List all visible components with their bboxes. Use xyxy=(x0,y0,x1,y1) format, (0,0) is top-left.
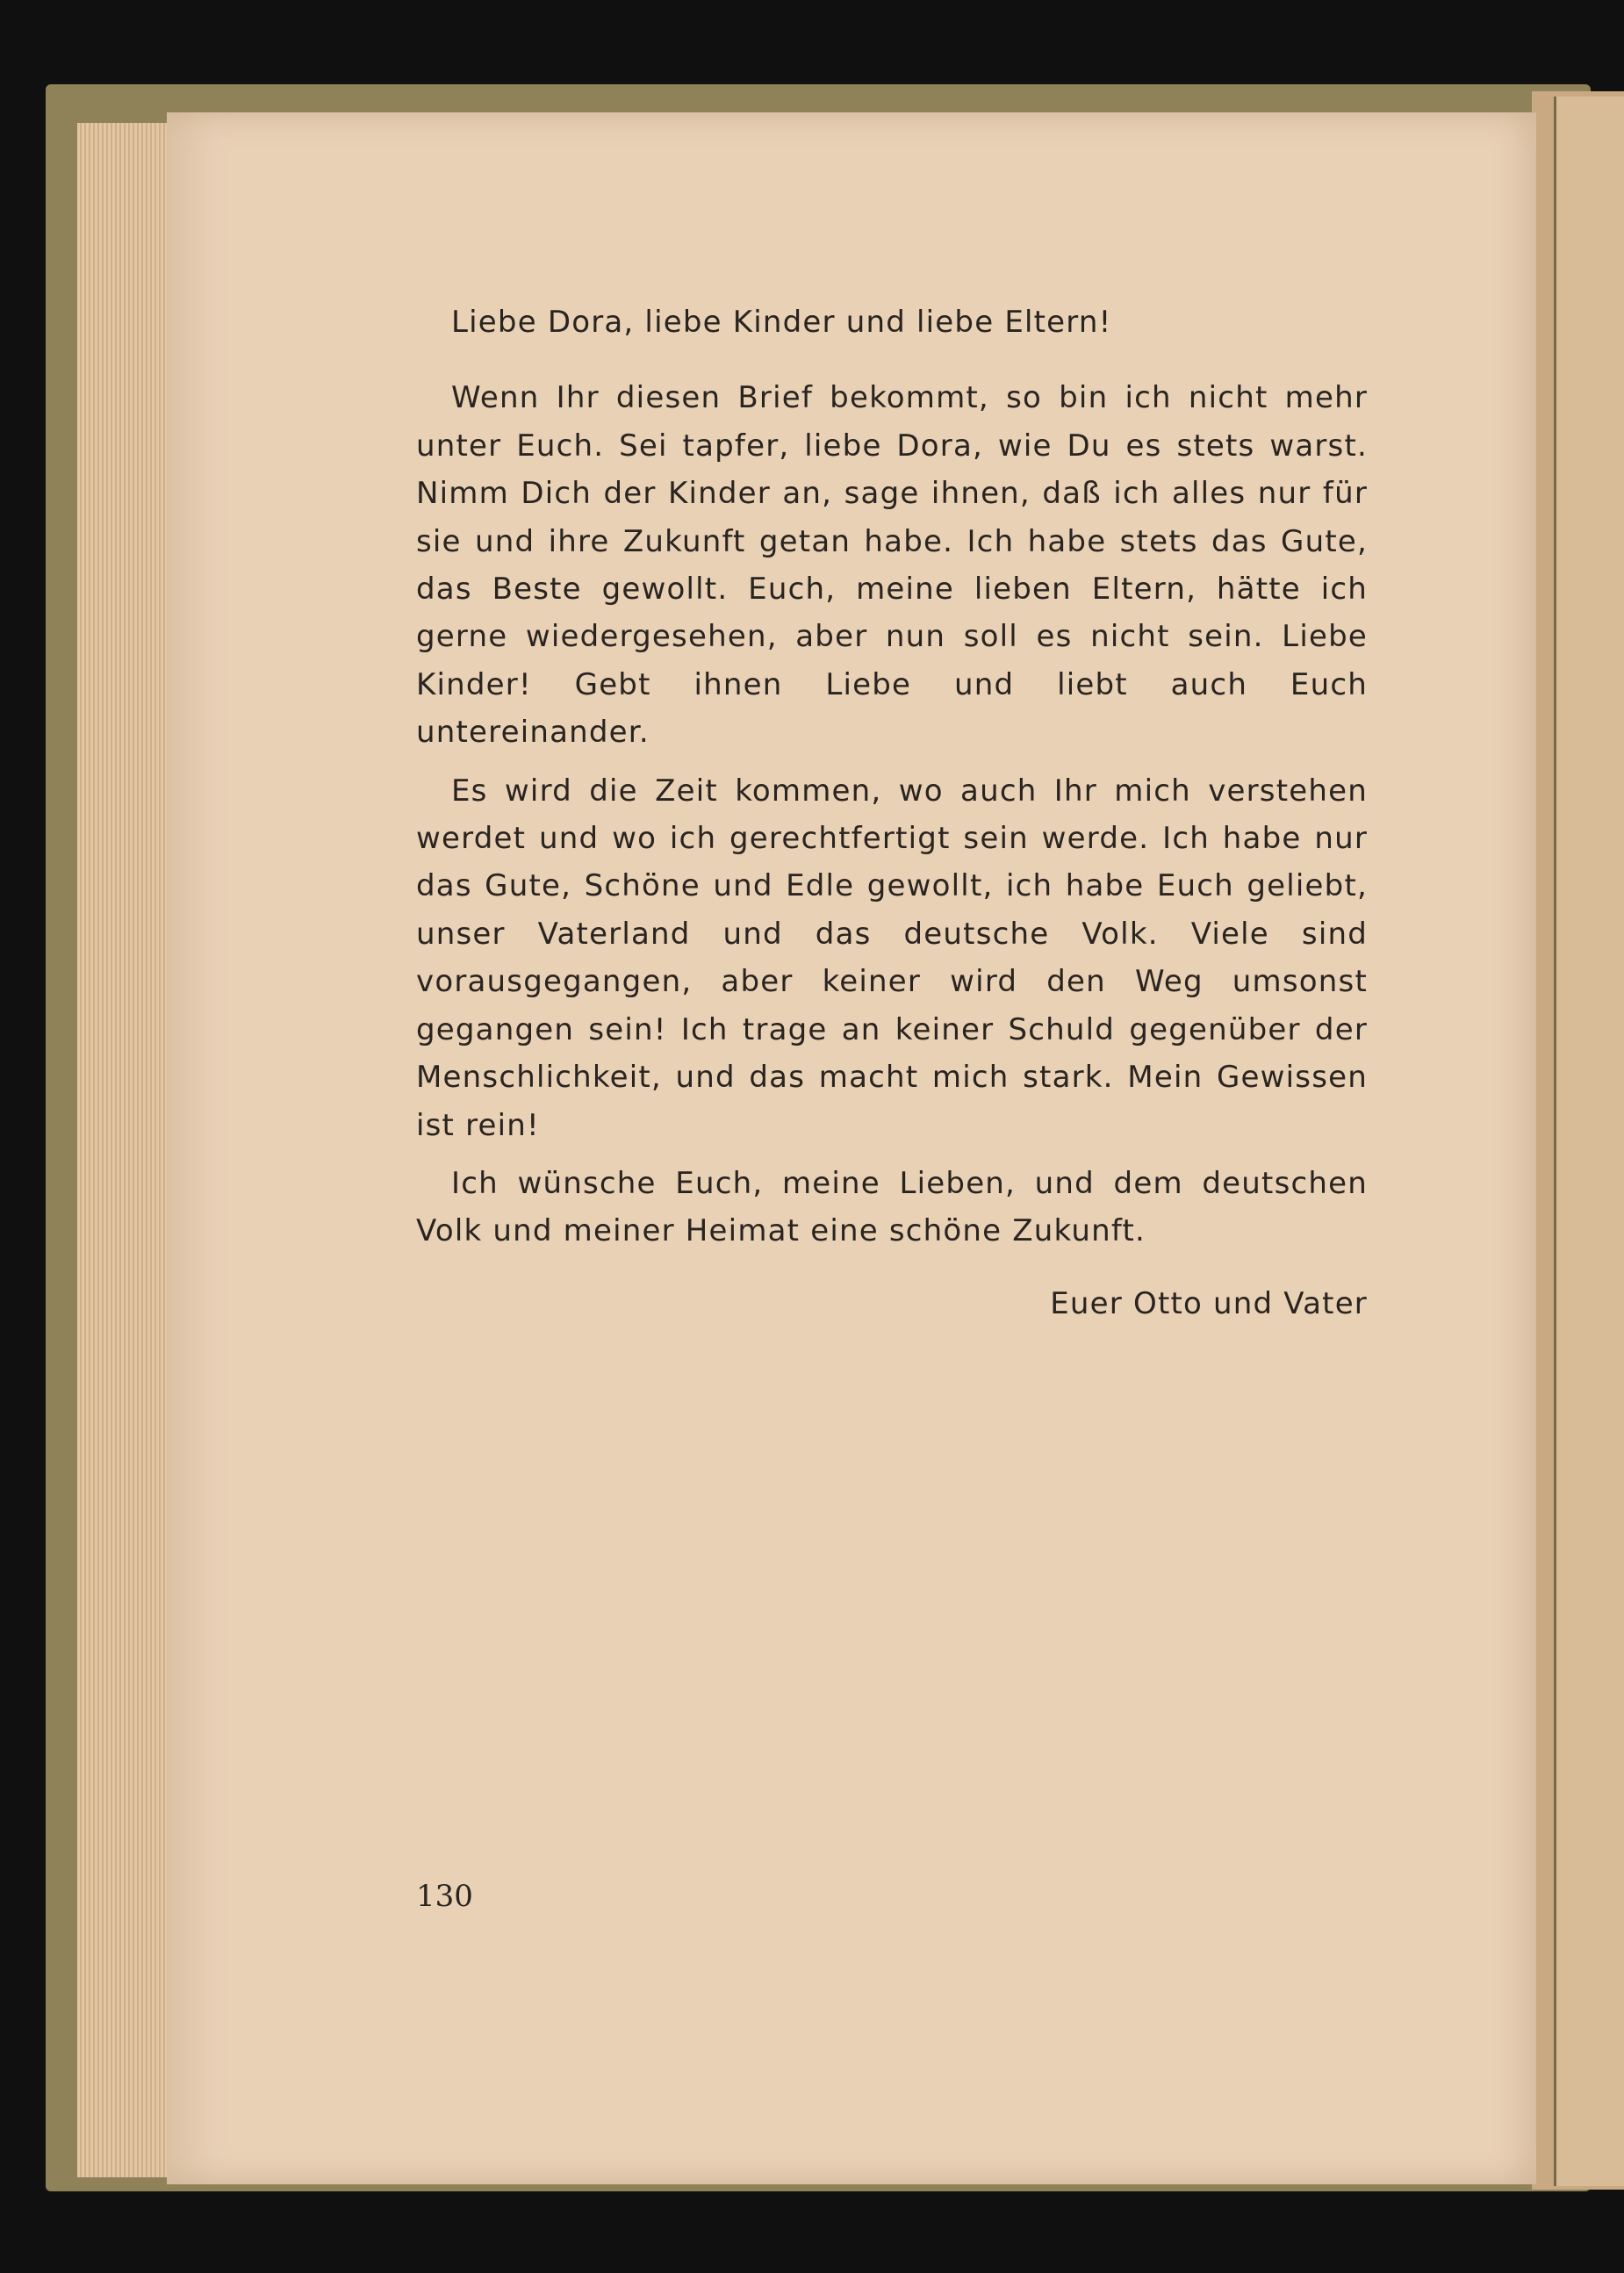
letter-paragraph: Wenn Ihr diesen Brief bekommt, so bin ich nicht mehr unter Euch. Sei tapfer, liebe Dora, wie Du es stets warst. Nimm Dich der Kinder an, sage ihnen, daß ich alles nur für sie und ihre Zukunft getan habe. Ich habe stets das Gute, das Beste gewollt. Euch, meine lieben Eltern, hätte ich gerne wiedergesehen, aber nun soll es nicht sein. Liebe Kinder! Gebt ihnen Liebe und liebt auch Euch untereinander. xyxy=(416,380,1368,751)
letter-salutation: Liebe Dora, liebe Kinder und liebe Eltern! xyxy=(451,305,1112,340)
letter-text xyxy=(416,299,1368,1327)
letter-paragraph: Es wird die Zeit kommen, wo auch Ihr mich verstehen werdet und wo ich gerechtfertigt sein werde. Ich habe nur das Gute, Schöne und Edle gewollt, ich habe Euch geliebt, unser Vaterland und das deutsche Volk. Viele sind vorausgegangen, aber keiner wird den Weg umsonst gegangen sein! Ich trage an keiner Schuld gegenüber der Menschlichkeit, und das macht mich stark. Mein Gewissen ist rein! xyxy=(416,773,1368,1143)
letter-paragraph: Ich wünsche Euch, meine Lieben, und dem deutschen Volk und meiner Heimat eine schöne Zukunft. xyxy=(416,1165,1368,1249)
letter-signature: Euer Otto und Vater xyxy=(1050,1285,1368,1321)
page-number: 130 xyxy=(416,1879,473,1914)
facing-page-edge xyxy=(1554,97,1624,2186)
